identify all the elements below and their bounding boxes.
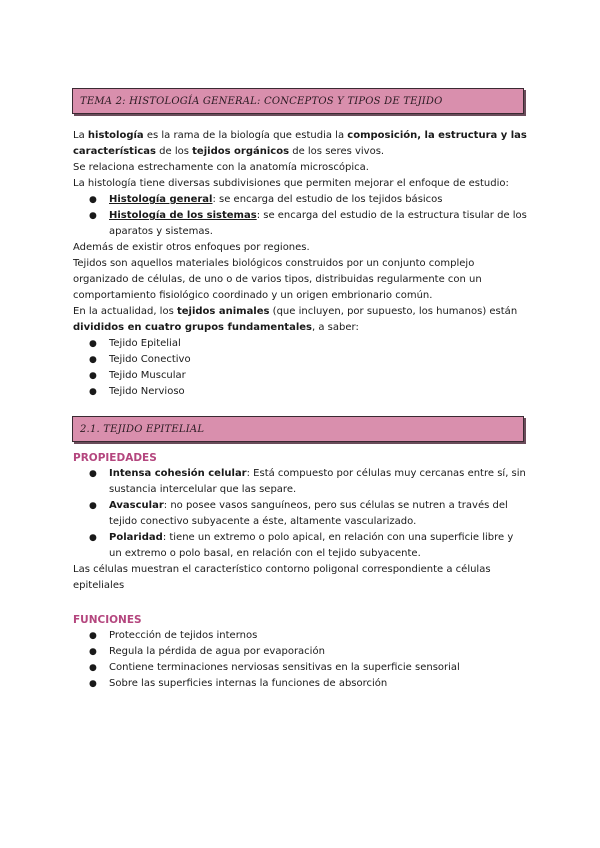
list-item xyxy=(73,336,528,352)
properties-list xyxy=(73,466,528,562)
term-tejidos-organicos: tejidos orgánicos xyxy=(192,146,290,157)
term-histologia: histología xyxy=(87,130,144,141)
intro-paragraph-4: Además de existir otros enfoques por regiones. xyxy=(73,242,310,253)
chapter-title-banner xyxy=(72,88,524,114)
property-term: Polaridad xyxy=(109,532,163,543)
list-item xyxy=(73,660,528,676)
function-label: Sobre las superficies internas la funciones de absorción xyxy=(109,678,388,689)
property-desc: : no posee vasos sanguíneos, pero sus células se nutren a través del tejido conectivo subyacente a éste, altamente vascularizado. xyxy=(109,500,508,527)
list-item xyxy=(73,466,528,498)
text-segment: de los seres vivos. xyxy=(289,146,385,157)
text-segment: , a saber: xyxy=(312,322,359,333)
bullet-icon: ● xyxy=(89,387,97,397)
group-label: Tejido Epitelial xyxy=(109,338,181,349)
bullet-icon: ● xyxy=(89,647,97,657)
property-term: Avascular xyxy=(109,500,164,511)
bullet-icon: ● xyxy=(89,631,97,641)
function-label: Protección de tejidos internos xyxy=(109,630,258,641)
intro-paragraph-5: Tejidos son aquellos materiales biológicos construidos por un conjunto complejo organizado de células, de uno o de varios tipos, distribuidas regularmente con un comportamiento fisiológico coordinado y un origen embrionario común. xyxy=(73,258,482,301)
bullet-icon: ● xyxy=(89,195,97,205)
list-item xyxy=(73,676,528,692)
subdivisions-list xyxy=(73,192,528,240)
list-item xyxy=(73,644,528,660)
bullet-icon: ● xyxy=(89,679,97,689)
bullet-icon: ● xyxy=(89,663,97,673)
functions-heading: FUNCIONES xyxy=(73,614,142,626)
group-label: Tejido Muscular xyxy=(109,370,186,381)
group-label: Tejido Nervioso xyxy=(109,386,185,397)
text-segment: (que incluyen, por supuesto, los humanos) están xyxy=(269,306,518,317)
list-item xyxy=(73,530,528,562)
property-desc: : Está compuesto por células muy cercanas entre sí, sin sustancia intercelular que las separe. xyxy=(109,468,526,495)
list-item xyxy=(73,352,528,368)
list-item xyxy=(73,368,528,384)
intro-paragraph-2: Se relaciona estrechamente con la anatomía microscópica. xyxy=(73,162,369,173)
property-term: Intensa cohesión celular xyxy=(109,468,247,479)
text-segment: En la actualidad, los xyxy=(73,306,177,317)
intro-paragraph-1 xyxy=(73,128,528,160)
bullet-icon: ● xyxy=(89,469,97,479)
bullet-icon: ● xyxy=(89,501,97,511)
bullet-icon: ● xyxy=(89,355,97,365)
subdivision-desc: : se encarga del estudio de la estructura tisular de los aparatos y sistemas. xyxy=(109,210,527,237)
properties-heading: PROPIEDADES xyxy=(73,452,157,464)
term-composicion: composición, la estructura y las características xyxy=(73,130,527,157)
chapter-title: TEMA 2: HISTOLOGÍA GENERAL: CONCEPTOS Y TIPOS DE TEJIDO xyxy=(80,95,443,107)
function-label: Contiene terminaciones nerviosas sensitivas en la superficie sensorial xyxy=(109,662,460,673)
tissue-groups-list xyxy=(73,336,528,400)
intro-paragraph-3: La histología tiene diversas subdivisiones que permiten mejorar el enfoque de estudio: xyxy=(73,178,509,189)
text-segment: es la rama de la biología que estudia la xyxy=(143,130,348,141)
term-tejidos-animales: tejidos animales xyxy=(176,306,270,317)
list-item xyxy=(73,192,528,208)
bullet-icon: ● xyxy=(89,211,97,221)
property-desc: : tiene un extremo o polo apical, en relación con una superficie libre y un extremo o polo basal, en relación con el tejido subyacente. xyxy=(109,532,514,559)
properties-block xyxy=(73,450,528,594)
list-item xyxy=(73,628,528,644)
subdivision-desc: : se encarga del estudio de los tejidos básicos xyxy=(212,194,443,205)
list-item xyxy=(73,208,528,240)
group-label: Tejido Conectivo xyxy=(109,354,191,365)
subdivision-term: Histología general xyxy=(109,194,213,205)
subdivision-term: Histología de los sistemas xyxy=(109,210,257,221)
section-title: 2.1. TEJIDO EPITELIAL xyxy=(80,423,205,435)
bullet-icon: ● xyxy=(89,371,97,381)
text-segment: de los xyxy=(156,146,193,157)
function-label: Regula la pérdida de agua por evaporación xyxy=(109,646,325,657)
bullet-icon: ● xyxy=(89,339,97,349)
intro-paragraph-6 xyxy=(73,304,528,336)
term-cuatro-grupos: divididos en cuatro grupos fundamentales xyxy=(73,322,312,333)
functions-block xyxy=(73,612,528,692)
text-segment: La xyxy=(73,130,88,141)
bullet-icon: ● xyxy=(89,533,97,543)
cells-note: Las células muestran el característico contorno poligonal correspondiente a células epiteliales xyxy=(73,564,491,591)
section-title-banner xyxy=(72,416,524,442)
intro-block xyxy=(73,128,528,400)
list-item xyxy=(73,498,528,530)
functions-list xyxy=(73,628,528,692)
list-item xyxy=(73,384,528,400)
